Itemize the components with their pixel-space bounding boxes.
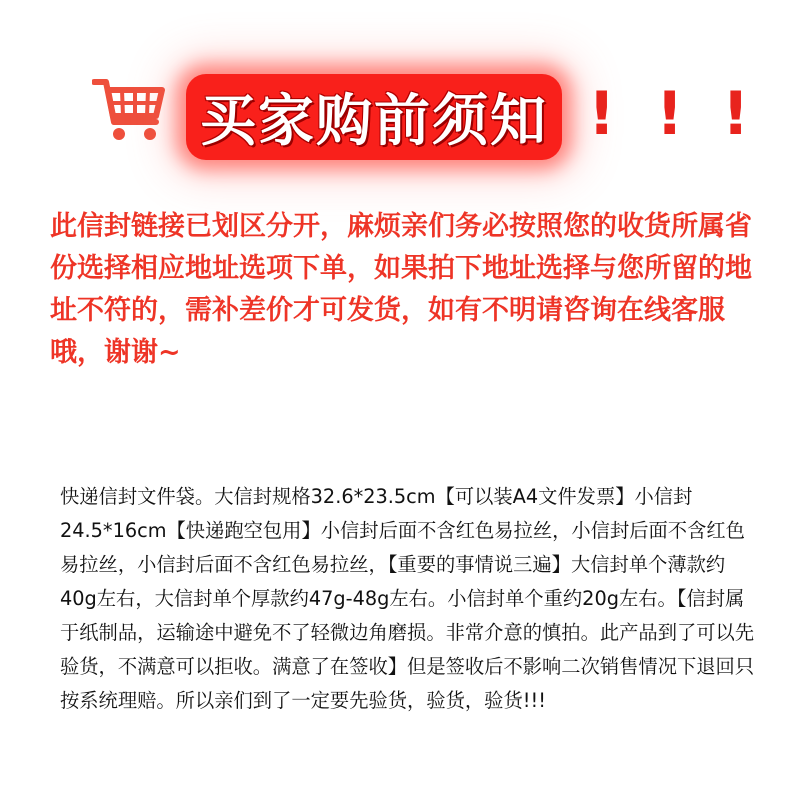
product-description: 快递信封文件袋。大信封规格32.6*23.5cm【可以装A4文件发票】小信封24.5*16cm【快递跑空包用】小信封后面不含红色易拉丝，小信封后面不含红色易拉丝，小信封后面不含红色易拉丝，【重要的事情说三遍】大信封单个薄款约40g左右，大信封单个厚款约47g-48g左右。小信封单个重约20g左右。【信封属于纸制品，运输途中避免不了轻微边角磨损。非常介意的慎拍。此产品到了可以先验货，不满意可以拒收。满意了在签收】但是签收后不影响二次销售情况下退回只按系统理赔。所以亲们到了一定要先验货，验货，验货!!!: [60, 485, 755, 712]
exclamation-mark-2: !: [656, 79, 684, 149]
shopping-cart-icon: [92, 72, 166, 144]
exclamation-mark-1: !: [588, 79, 616, 149]
address-notice: 此信封链接已划区分开，麻烦亲们务必按照您的收货所属省份选择相应地址选项下单，如果拍下地址选择与您所留的地址不符的，需补差价才可发货，如有不明请咨询在线客服哦，谢谢~: [50, 211, 752, 368]
exclamation-mark-3: !: [722, 79, 750, 149]
notice-banner: [186, 74, 562, 160]
page-title: 买家购前须知: [200, 89, 548, 154]
